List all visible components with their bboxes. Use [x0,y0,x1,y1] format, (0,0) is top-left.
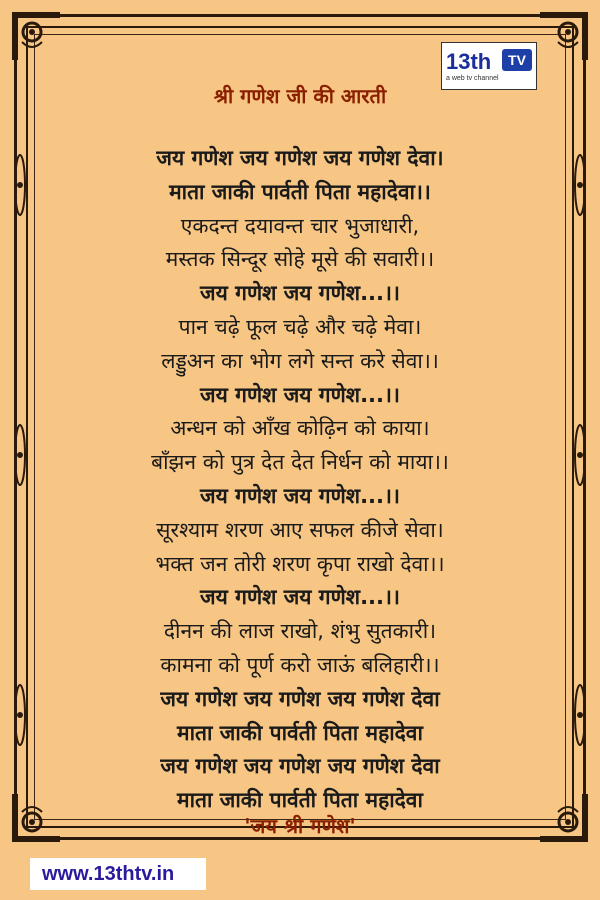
aarti-verses [40,142,560,818]
verse-line: माता जाकी पार्वती पिता महादेवा [177,720,423,745]
side-ornament-icon [13,150,27,220]
logo-tv-badge: TV [502,49,532,71]
website-link[interactable]: www.13thtv.in [30,858,206,890]
verse-line: जय गणेश जय गणेश...।। [200,585,400,610]
verse-line: पान चढ़े फूल चढ़े और चढ़े मेवा। [178,314,422,339]
verse-line: दीनन की लाज राखो, शंभु सुतकारी। [163,619,437,644]
closing-line: 'जय श्री गणेश' [244,814,356,838]
side-ornament-icon [573,420,587,490]
verse-line: जय गणेश जय गणेश जय गणेश देवा [160,686,440,711]
verse-line: अन्धन को आँख कोढ़िन को काया। [170,416,430,441]
logo-tagline: a web tv channel [446,75,499,82]
verse-line: जय गणेश जय गणेश जय गणेश देवा [160,754,440,779]
verse-line: जय गणेश जय गणेश जय गणेश देवा। [156,146,444,170]
corner-ornament-icon [536,8,592,64]
verse-line: माता जाकी पार्वती पिता महादेवा [177,788,423,813]
verse-line: जय गणेश जय गणेश...।। [200,382,400,407]
verse-line: जय गणेश जय गणेश...।। [200,281,400,306]
verse-line: सूरश्याम शरण आए सफल कीजे सेवा। [156,517,444,542]
corner-ornament-icon [8,8,64,64]
verse-line: कामना को पूर्ण करो जाऊं बलिहारी।। [160,652,440,677]
side-ornament-icon [13,680,27,750]
side-ornament-icon [573,150,587,220]
verse-line: बाँझन को पुत्र देत देत निर्धन को माया।। [151,450,449,475]
logo-text: 13th [446,49,492,74]
verse-line: एकदन्त दयावन्त चार भुजाधारी, [180,213,420,238]
verse-line: भक्त जन तोरी शरण कृपा राखो देवा।। [155,551,445,576]
page-title: श्री गणेश जी की आरती [213,84,387,108]
side-ornament-icon [13,420,27,490]
side-ornament-icon [573,680,587,750]
verse-line: माता जाकी पार्वती पिता महादेवा।। [169,179,431,204]
verse-line: मस्तक सिन्दूर सोहे मूसे की सवारी।। [165,247,435,272]
verse-line: लड्डुअन का भोग लगे सन्त करे सेवा।। [161,348,439,373]
verse-line: जय गणेश जय गणेश...।। [200,483,400,508]
